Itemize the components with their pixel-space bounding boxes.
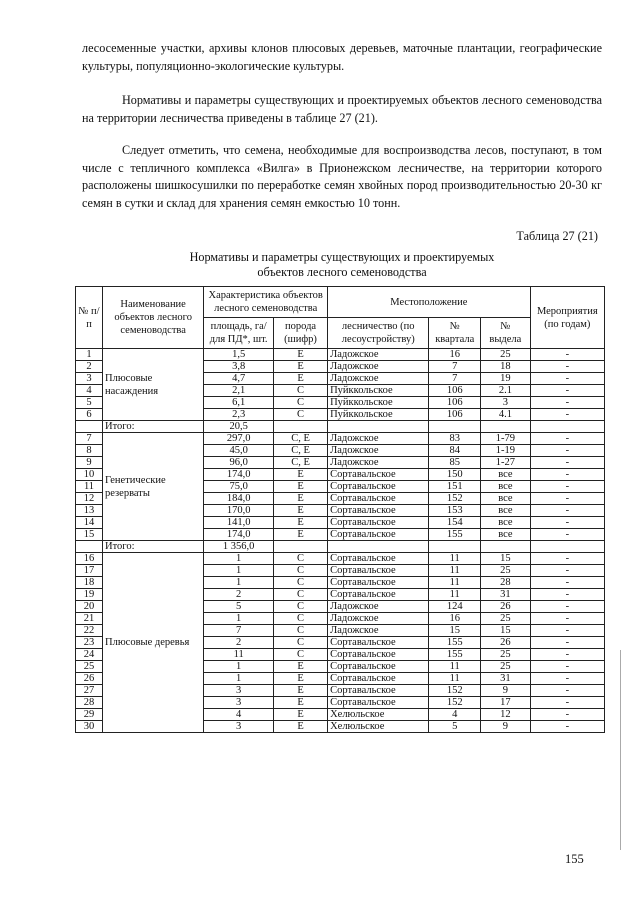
cell-measures: - — [530, 601, 604, 613]
cell-measures: - — [530, 517, 604, 529]
cell-forestry: Сортавальское — [328, 577, 429, 589]
table-number: Таблица 27 (21) — [516, 229, 598, 243]
cell-quarter: 152 — [429, 697, 481, 709]
cell-measures: - — [530, 553, 604, 565]
cell-section: 12 — [481, 709, 531, 721]
cell-forestry: Сортавальское — [328, 529, 429, 541]
group-name: Плюсовые деревья — [103, 553, 204, 733]
cell-species: С — [274, 565, 328, 577]
cell-species: С, Е — [274, 433, 328, 445]
cell-num: 8 — [76, 445, 103, 457]
cell-quarter: 151 — [429, 481, 481, 493]
cell-forestry: Сортавальское — [328, 493, 429, 505]
cell-measures: - — [530, 493, 604, 505]
cell-area: 2,3 — [204, 409, 274, 421]
cell-quarter: 150 — [429, 469, 481, 481]
cell-area: 2 — [204, 637, 274, 649]
header-measures: Мероприятия (по годам) — [530, 287, 604, 349]
cell-measures: - — [530, 589, 604, 601]
cell-measures: - — [530, 481, 604, 493]
cell-measures: - — [530, 529, 604, 541]
cell-species: С — [274, 649, 328, 661]
total-empty-cell — [481, 541, 531, 553]
cell-num: 26 — [76, 673, 103, 685]
cell-measures: - — [530, 385, 604, 397]
cell-species: Е — [274, 529, 328, 541]
cell-species: Е — [274, 481, 328, 493]
cell-measures: - — [530, 613, 604, 625]
paragraph-norms-text: Нормативы и параметры существующих и проектируемых объектов лесного семеноводства на территории лесничества приведены в таблице 27 (21). — [82, 93, 602, 125]
total-row — [76, 421, 605, 433]
cell-section: 1-19 — [481, 445, 531, 457]
header-quarter: № квартала — [429, 318, 481, 349]
cell-quarter: 152 — [429, 493, 481, 505]
cell-measures: - — [530, 565, 604, 577]
cell-forestry: Пуйккольское — [328, 385, 429, 397]
cell-section: 1-79 — [481, 433, 531, 445]
cell-num: 6 — [76, 409, 103, 421]
table-row — [76, 349, 605, 361]
cell-num: 14 — [76, 517, 103, 529]
cell-quarter: 11 — [429, 553, 481, 565]
cell-section: 25 — [481, 565, 531, 577]
cell-quarter: 106 — [429, 385, 481, 397]
cell-species: Е — [274, 709, 328, 721]
cell-section: 25 — [481, 661, 531, 673]
cell-num: 2 — [76, 361, 103, 373]
cell-measures: - — [530, 697, 604, 709]
cell-num: 27 — [76, 685, 103, 697]
cell-measures: - — [530, 433, 604, 445]
cell-area: 4,7 — [204, 373, 274, 385]
cell-area: 297,0 — [204, 433, 274, 445]
total-empty-cell — [328, 421, 429, 433]
cell-species: Е — [274, 469, 328, 481]
cell-quarter: 11 — [429, 565, 481, 577]
cell-num: 23 — [76, 637, 103, 649]
cell-section: все — [481, 517, 531, 529]
header-row-1 — [76, 287, 605, 318]
cell-quarter: 154 — [429, 517, 481, 529]
cell-forestry: Сортавальское — [328, 553, 429, 565]
cell-quarter: 5 — [429, 721, 481, 733]
cell-area: 7 — [204, 625, 274, 637]
cell-section: 15 — [481, 625, 531, 637]
table-body — [76, 287, 605, 733]
cell-measures: - — [530, 577, 604, 589]
cell-measures: - — [530, 709, 604, 721]
cell-forestry: Сортавальское — [328, 697, 429, 709]
seed-objects-table — [75, 286, 605, 733]
cell-forestry: Ладожское — [328, 433, 429, 445]
cell-measures: - — [530, 673, 604, 685]
cell-section: 25 — [481, 349, 531, 361]
cell-measures: - — [530, 409, 604, 421]
cell-section: 2.1 — [481, 385, 531, 397]
cell-forestry: Ладожское — [328, 613, 429, 625]
cell-quarter: 155 — [429, 649, 481, 661]
cell-num: 24 — [76, 649, 103, 661]
total-value: 20,5 — [204, 421, 274, 433]
cell-measures: - — [530, 625, 604, 637]
cell-measures: - — [530, 457, 604, 469]
cell-species: С, Е — [274, 445, 328, 457]
cell-measures: - — [530, 349, 604, 361]
cell-quarter: 106 — [429, 397, 481, 409]
cell-num: 15 — [76, 529, 103, 541]
cell-section: 3 — [481, 397, 531, 409]
total-empty-cell — [530, 541, 604, 553]
cell-forestry: Сортавальское — [328, 673, 429, 685]
cell-species: Е — [274, 685, 328, 697]
cell-quarter: 16 — [429, 613, 481, 625]
cell-forestry: Ладожское — [328, 457, 429, 469]
cell-forestry: Ладожское — [328, 349, 429, 361]
header-area: площадь, га/ для ПД*, шт. — [204, 318, 274, 349]
cell-forestry: Ладожское — [328, 601, 429, 613]
cell-forestry: Ладожское — [328, 373, 429, 385]
cell-species: С — [274, 637, 328, 649]
paragraph-norms — [82, 92, 602, 127]
header-species: порода (шифр) — [274, 318, 328, 349]
cell-species: Е — [274, 361, 328, 373]
cell-section: 25 — [481, 613, 531, 625]
cell-area: 45,0 — [204, 445, 274, 457]
cell-quarter: 155 — [429, 637, 481, 649]
cell-area: 174,0 — [204, 469, 274, 481]
paragraph-seeds-text: Следует отметить, что семена, необходимые для воспроизводства лесов, поступают, в том числе с тепличного комплекса «Вилга» в Прионежском лесничестве, на территории которого расположены шишкосушилки по переработке семян хвойных пород производительностью 20-30 кг семян в сутки и склад для хранения семян емкостью 10 тонн. — [82, 143, 602, 210]
cell-forestry: Сортавальское — [328, 505, 429, 517]
cell-num: 29 — [76, 709, 103, 721]
total-value: 1 356,0 — [204, 541, 274, 553]
cell-area: 184,0 — [204, 493, 274, 505]
cell-area: 6,1 — [204, 397, 274, 409]
cell-quarter: 85 — [429, 457, 481, 469]
cell-measures: - — [530, 469, 604, 481]
cell-area: 1 — [204, 613, 274, 625]
header-name: Наименование объектов лесного семеноводства — [103, 287, 204, 349]
cell-species: Е — [274, 373, 328, 385]
total-empty-cell — [429, 541, 481, 553]
cell-forestry: Сортавальское — [328, 637, 429, 649]
cell-quarter: 15 — [429, 625, 481, 637]
cell-species: Е — [274, 505, 328, 517]
cell-forestry: Сортавальское — [328, 481, 429, 493]
cell-measures: - — [530, 373, 604, 385]
cell-quarter: 153 — [429, 505, 481, 517]
table-row — [76, 553, 605, 565]
cell-section: 18 — [481, 361, 531, 373]
cell-forestry: Сортавальское — [328, 685, 429, 697]
cell-species: С — [274, 553, 328, 565]
cell-measures: - — [530, 397, 604, 409]
cell-section: 17 — [481, 697, 531, 709]
cell-section: 31 — [481, 589, 531, 601]
cell-quarter: 4 — [429, 709, 481, 721]
cell-forestry: Пуйккольское — [328, 397, 429, 409]
cell-species: Е — [274, 661, 328, 673]
cell-quarter: 11 — [429, 673, 481, 685]
cell-num: 19 — [76, 589, 103, 601]
cell-species: С, Е — [274, 457, 328, 469]
cell-section: 15 — [481, 553, 531, 565]
cell-section: 4.1 — [481, 409, 531, 421]
cell-forestry: Сортавальское — [328, 649, 429, 661]
cell-species: Е — [274, 493, 328, 505]
cell-num: 17 — [76, 565, 103, 577]
cell-quarter: 84 — [429, 445, 481, 457]
table-title — [82, 250, 602, 280]
cell-section: 25 — [481, 649, 531, 661]
cell-num: 13 — [76, 505, 103, 517]
header-characteristic: Характеристика объектов лесного семеноводства — [204, 287, 328, 318]
total-empty-cell — [530, 421, 604, 433]
total-empty-cell — [274, 421, 328, 433]
cell-species: Е — [274, 697, 328, 709]
cell-num: 3 — [76, 373, 103, 385]
paragraph-seeds — [82, 142, 602, 212]
cell-species: Е — [274, 721, 328, 733]
cell-section: все — [481, 505, 531, 517]
cell-num: 10 — [76, 469, 103, 481]
cell-forestry: Ладожское — [328, 445, 429, 457]
group-name: Плюсовые насаждения — [103, 349, 204, 421]
cell-quarter: 11 — [429, 577, 481, 589]
cell-area: 3,8 — [204, 361, 274, 373]
cell-num: 7 — [76, 433, 103, 445]
cell-area: 2 — [204, 589, 274, 601]
cell-area: 1 — [204, 673, 274, 685]
cell-measures: - — [530, 445, 604, 457]
cell-quarter: 7 — [429, 361, 481, 373]
cell-area: 2,1 — [204, 385, 274, 397]
total-empty-cell — [481, 421, 531, 433]
cell-species: С — [274, 589, 328, 601]
cell-forestry: Ладожское — [328, 361, 429, 373]
cell-area: 11 — [204, 649, 274, 661]
cell-num: 28 — [76, 697, 103, 709]
cell-area: 1 — [204, 565, 274, 577]
cell-species: С — [274, 577, 328, 589]
cell-area: 1 — [204, 553, 274, 565]
cell-section: 26 — [481, 637, 531, 649]
cell-area: 5 — [204, 601, 274, 613]
total-empty-cell — [76, 421, 103, 433]
cell-area: 96,0 — [204, 457, 274, 469]
header-section: № выдела — [481, 318, 531, 349]
cell-forestry: Хелюльское — [328, 721, 429, 733]
cell-quarter: 106 — [429, 409, 481, 421]
cell-area: 174,0 — [204, 529, 274, 541]
cell-species: Е — [274, 349, 328, 361]
cell-forestry: Сортавальское — [328, 517, 429, 529]
cell-section: все — [481, 493, 531, 505]
cell-num: 20 — [76, 601, 103, 613]
cell-species: С — [274, 385, 328, 397]
page-number: 155 — [565, 852, 584, 866]
cell-quarter: 152 — [429, 685, 481, 697]
table-title-line2: объектов лесного семеноводства — [257, 265, 427, 279]
table-title-line1: Нормативы и параметры существующих и проектируемых — [189, 250, 495, 264]
cell-area: 1 — [204, 577, 274, 589]
cell-num: 4 — [76, 385, 103, 397]
cell-quarter: 11 — [429, 589, 481, 601]
cell-measures: - — [530, 661, 604, 673]
cell-section: все — [481, 529, 531, 541]
cell-quarter: 124 — [429, 601, 481, 613]
cell-area: 4 — [204, 709, 274, 721]
cell-measures: - — [530, 721, 604, 733]
cell-area: 141,0 — [204, 517, 274, 529]
cell-forestry: Пуйккольское — [328, 409, 429, 421]
cell-num: 11 — [76, 481, 103, 493]
scan-edge-line — [620, 650, 621, 850]
cell-measures: - — [530, 685, 604, 697]
total-empty-cell — [429, 421, 481, 433]
cell-quarter: 16 — [429, 349, 481, 361]
cell-species: С — [274, 397, 328, 409]
cell-num: 30 — [76, 721, 103, 733]
cell-area: 3 — [204, 721, 274, 733]
cell-section: 26 — [481, 601, 531, 613]
cell-measures: - — [530, 649, 604, 661]
cell-num: 1 — [76, 349, 103, 361]
cell-quarter: 11 — [429, 661, 481, 673]
cell-num: 21 — [76, 613, 103, 625]
total-empty-cell — [274, 541, 328, 553]
cell-section: все — [481, 481, 531, 493]
cell-area: 3 — [204, 685, 274, 697]
cell-quarter: 7 — [429, 373, 481, 385]
cell-section: 9 — [481, 721, 531, 733]
header-num: № п/п — [76, 287, 103, 349]
cell-species: Е — [274, 673, 328, 685]
cell-species: С — [274, 613, 328, 625]
cell-area: 1 — [204, 661, 274, 673]
cell-section: все — [481, 469, 531, 481]
cell-forestry: Сортавальское — [328, 469, 429, 481]
cell-section: 19 — [481, 373, 531, 385]
cell-area: 1,5 — [204, 349, 274, 361]
cell-quarter: 155 — [429, 529, 481, 541]
cell-forestry: Сортавальское — [328, 565, 429, 577]
cell-measures: - — [530, 505, 604, 517]
cell-forestry: Сортавальское — [328, 589, 429, 601]
cell-forestry: Хелюльское — [328, 709, 429, 721]
header-forestry: лесничество (по лесоустройству) — [328, 318, 429, 349]
cell-forestry: Сортавальское — [328, 661, 429, 673]
group-name: Генетические резерваты — [103, 433, 204, 541]
cell-section: 31 — [481, 673, 531, 685]
cell-num: 12 — [76, 493, 103, 505]
cell-species: Е — [274, 517, 328, 529]
cell-area: 75,0 — [204, 481, 274, 493]
cell-measures: - — [530, 361, 604, 373]
cell-area: 3 — [204, 697, 274, 709]
cell-section: 9 — [481, 685, 531, 697]
cell-num: 25 — [76, 661, 103, 673]
cell-forestry: Ладожское — [328, 625, 429, 637]
cell-quarter: 83 — [429, 433, 481, 445]
total-row — [76, 541, 605, 553]
cell-section: 1-27 — [481, 457, 531, 469]
cell-species: С — [274, 409, 328, 421]
cell-species: С — [274, 601, 328, 613]
total-label: Итого: — [103, 541, 204, 553]
cell-num: 18 — [76, 577, 103, 589]
cell-num: 16 — [76, 553, 103, 565]
total-empty-cell — [76, 541, 103, 553]
cell-measures: - — [530, 637, 604, 649]
cell-section: 28 — [481, 577, 531, 589]
paragraph-intro: лесосеменные участки, архивы клонов плюсовых деревьев, маточные плантации, географические культуры, популяционно-экологические культуры. — [82, 41, 602, 73]
cell-species: С — [274, 625, 328, 637]
total-empty-cell — [328, 541, 429, 553]
cell-num: 9 — [76, 457, 103, 469]
cell-num: 22 — [76, 625, 103, 637]
total-label: Итого: — [103, 421, 204, 433]
header-location: Местоположение — [328, 287, 531, 318]
table-row — [76, 433, 605, 445]
cell-area: 170,0 — [204, 505, 274, 517]
cell-num: 5 — [76, 397, 103, 409]
